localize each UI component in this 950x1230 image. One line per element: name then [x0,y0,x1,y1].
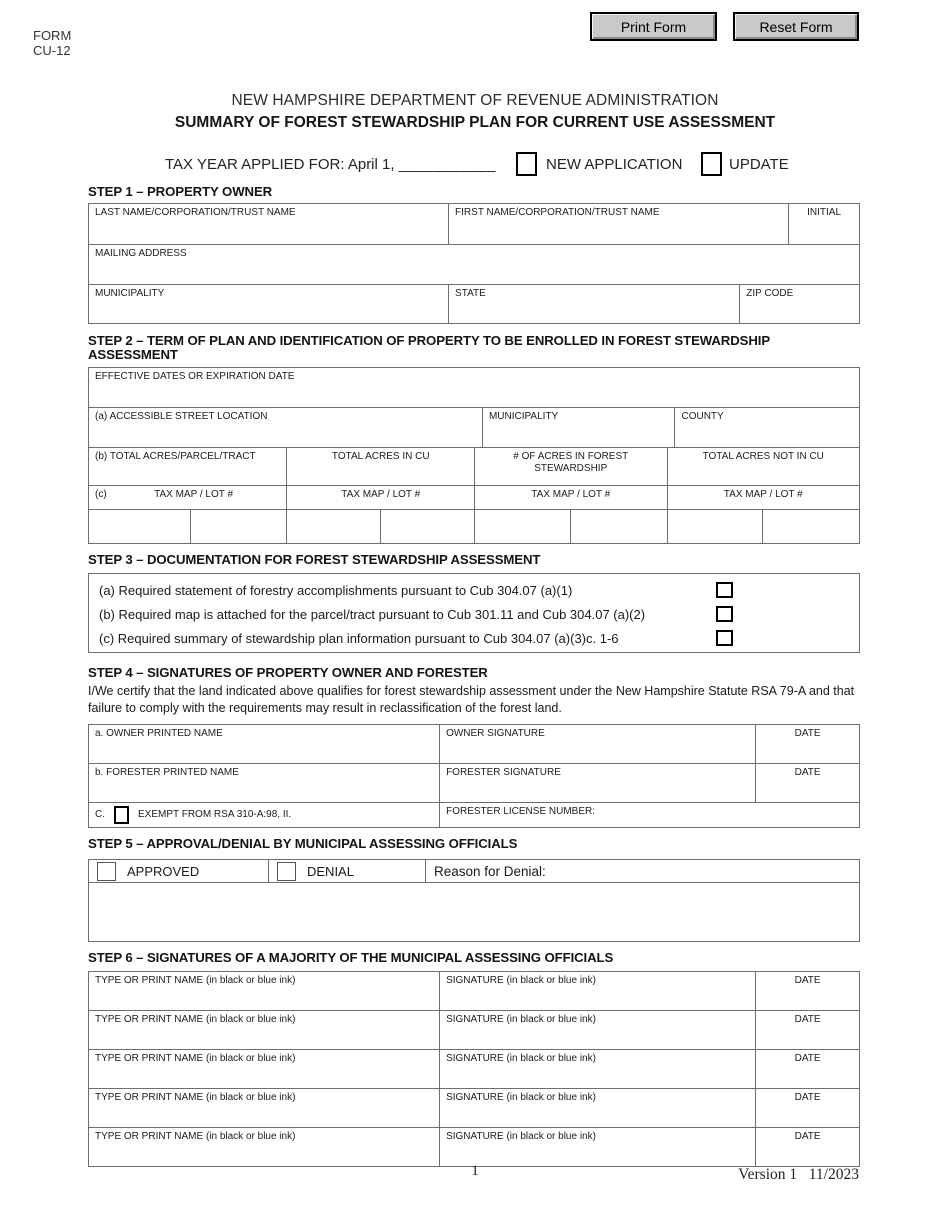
tax-map-cell[interactable] [763,510,859,543]
tax-year-blank-field[interactable]: ___________ [398,156,496,173]
tax-map-cell[interactable] [287,510,381,543]
official-date-field[interactable]: DATE [794,1092,821,1103]
step5-box [88,859,860,942]
tax-map-cell[interactable] [191,510,288,543]
step1-heading: STEP 1 – PROPERTY OWNER [88,184,273,199]
official-signature-row [89,1050,859,1089]
form-number-line2: CU-12 [33,43,71,58]
initial-field[interactable]: INITIAL [807,207,842,218]
step3-heading: STEP 3 – DOCUMENTATION FOR FOREST STEWARDSHIP ASSESSMENT [88,552,541,567]
form-number-line1: FORM [33,28,72,43]
official-name-field[interactable]: TYPE OR PRINT NAME (in black or blue ink) [89,972,440,1010]
step3-checkbox-c[interactable] [716,630,733,646]
tax-map-cell[interactable] [475,510,571,543]
step6-heading: STEP 6 – SIGNATURES OF A MAJORITY OF THE MUNICIPAL ASSESSING OFFICIALS [88,950,614,965]
exempt-checkbox[interactable] [114,806,129,824]
step3-item-c [89,626,859,650]
step1-table [88,203,860,324]
tax-map-header-1 [89,486,287,509]
exempt-cell [89,803,440,827]
tax-map-label-1: TAX MAP / LOT # [154,489,234,500]
street-location-field[interactable]: (a) ACCESSIBLE STREET LOCATION [89,408,483,447]
tax-map-cell[interactable] [571,510,668,543]
denial-label: DENIAL [307,863,354,879]
official-signature-row [89,972,859,1011]
step6-table [88,971,860,1167]
denial-checkbox[interactable] [277,862,296,881]
first-name-field[interactable]: FIRST NAME/CORPORATION/TRUST NAME [449,204,789,244]
owner-signature-field[interactable]: OWNER SIGNATURE [440,725,756,763]
tax-year-label [165,156,496,173]
official-name-field[interactable]: TYPE OR PRINT NAME (in black or blue ink) [89,1089,440,1127]
step4-heading: STEP 4 – SIGNATURES OF PROPERTY OWNER AND FORESTER [88,665,488,680]
denial-cell [269,860,426,882]
official-signature-field[interactable]: SIGNATURE (in black or blue ink) [440,1050,756,1088]
official-name-field[interactable]: TYPE OR PRINT NAME (in black or blue ink) [89,1128,440,1166]
official-date-field[interactable]: DATE [794,975,821,986]
official-signature-field[interactable]: SIGNATURE (in black or blue ink) [440,1089,756,1127]
reason-for-denial-field[interactable] [89,883,859,941]
owner-date-field[interactable]: DATE [794,728,821,739]
step3-item-b-text: (b) Required map is attached for the parcel/tract pursuant to Cub 301.11 and Cub 304.07 (a)(2) [99,606,646,622]
page-number: 1 [471,1163,479,1179]
acres-not-in-cu-field[interactable]: TOTAL ACRES NOT IN CU [702,451,824,462]
official-signature-row [89,1011,859,1050]
step3-checkbox-a[interactable] [716,582,733,598]
forester-date-field[interactable]: DATE [794,767,821,778]
official-signature-row [89,1089,859,1128]
effective-dates-field[interactable]: EFFECTIVE DATES OR EXPIRATION DATE [95,371,295,382]
official-name-field[interactable]: TYPE OR PRINT NAME (in black or blue ink) [89,1011,440,1049]
mailing-address-field[interactable]: MAILING ADDRESS [95,248,187,259]
print-form-button[interactable]: Print Form [590,12,717,41]
official-signature-field[interactable]: SIGNATURE (in black or blue ink) [440,972,756,1010]
county-field[interactable]: COUNTY [681,411,724,422]
reason-for-denial-label: Reason for Denial: [434,863,546,879]
new-application-label: NEW APPLICATION [546,156,683,173]
step3-item-a [89,578,859,602]
approved-checkbox[interactable] [97,862,116,881]
new-application-checkbox[interactable] [516,152,537,176]
tax-map-header-2: TAX MAP / LOT # [287,486,475,509]
owner-printed-name-field[interactable]: a. OWNER PRINTED NAME [89,725,440,763]
last-name-field[interactable]: LAST NAME/CORPORATION/TRUST NAME [89,204,449,244]
approved-label: APPROVED [127,863,200,879]
official-signature-field[interactable]: SIGNATURE (in black or blue ink) [440,1011,756,1049]
forester-printed-name-field[interactable]: b. FORESTER PRINTED NAME [89,764,440,802]
tax-map-cell[interactable] [89,510,191,543]
approved-cell [89,860,269,882]
official-signature-field[interactable]: SIGNATURE (in black or blue ink) [440,1128,756,1166]
step2-table [88,367,860,544]
step3-item-b [89,602,859,626]
official-name-field[interactable]: TYPE OR PRINT NAME (in black or blue ink) [89,1050,440,1088]
state-field[interactable]: STATE [449,285,740,323]
version-label: Version 1 11/2023 [738,1166,859,1183]
step4-table [88,724,860,828]
tax-map-cell[interactable] [668,510,764,543]
official-date-field[interactable]: DATE [794,1014,821,1025]
step5-heading: STEP 5 – APPROVAL/DENIAL BY MUNICIPAL ASSESSING OFFICIALS [88,836,518,851]
forester-license-field[interactable]: FORESTER LICENSE NUMBER: [446,806,596,817]
step3-item-c-text: (c) Required summary of stewardship plan information pursuant to Cub 304.07 (a)(3)c. 1-6 [99,630,619,646]
forester-signature-field[interactable]: FORESTER SIGNATURE [440,764,756,802]
zip-code-field[interactable]: ZIP CODE [746,288,794,299]
exempt-prefix: C. [95,809,105,820]
total-acres-field[interactable]: (b) TOTAL ACRES/PARCEL/TRACT [89,448,287,485]
acres-in-cu-field[interactable]: TOTAL ACRES IN CU [287,448,475,485]
tax-map-header-4: TAX MAP / LOT # [723,489,803,500]
step2-heading: STEP 2 – TERM OF PLAN AND IDENTIFICATION OF PROPERTY TO BE ENROLLED IN FOREST STEWARDSHIP ASSESSMENT [88,333,770,362]
tax-year-text: TAX YEAR APPLIED FOR: April 1, [165,156,399,173]
step3-item-a-text: (a) Required statement of forestry accomplishments pursuant to Cub 304.07 (a)(1) [99,582,573,598]
acres-forest-stewardship-field[interactable]: # OF ACRES IN FOREST STEWARDSHIP [475,448,668,485]
agency-title: NEW HAMPSHIRE DEPARTMENT OF REVENUE ADMINISTRATION [231,92,719,109]
exempt-label: EXEMPT FROM RSA 310-A:98, II. [138,809,292,820]
tax-map-cell[interactable] [381,510,475,543]
c-prefix: (c) [95,489,107,500]
update-checkbox[interactable] [701,152,722,176]
certification-text: I/We certify that the land indicated above qualifies for forest stewardship assessment under the New Hampshire Statute RSA 79-A and that failure to comply with the requirements may result in reclassification of the forest land. [88,684,855,715]
form-number [33,28,71,58]
municipality-field[interactable]: MUNICIPALITY [89,285,449,323]
step3-checkbox-b[interactable] [716,606,733,622]
update-label: UPDATE [729,156,789,173]
official-signature-row [89,1128,859,1167]
official-date-field[interactable]: DATE [794,1053,821,1064]
official-date-field[interactable]: DATE [794,1131,821,1142]
reset-form-button[interactable]: Reset Form [733,12,859,41]
form-title: SUMMARY OF FOREST STEWARDSHIP PLAN FOR CURRENT USE ASSESSMENT [174,114,776,131]
property-municipality-field[interactable]: MUNICIPALITY [483,408,676,447]
tax-map-header-3: TAX MAP / LOT # [475,486,668,509]
step3-box [88,573,860,653]
